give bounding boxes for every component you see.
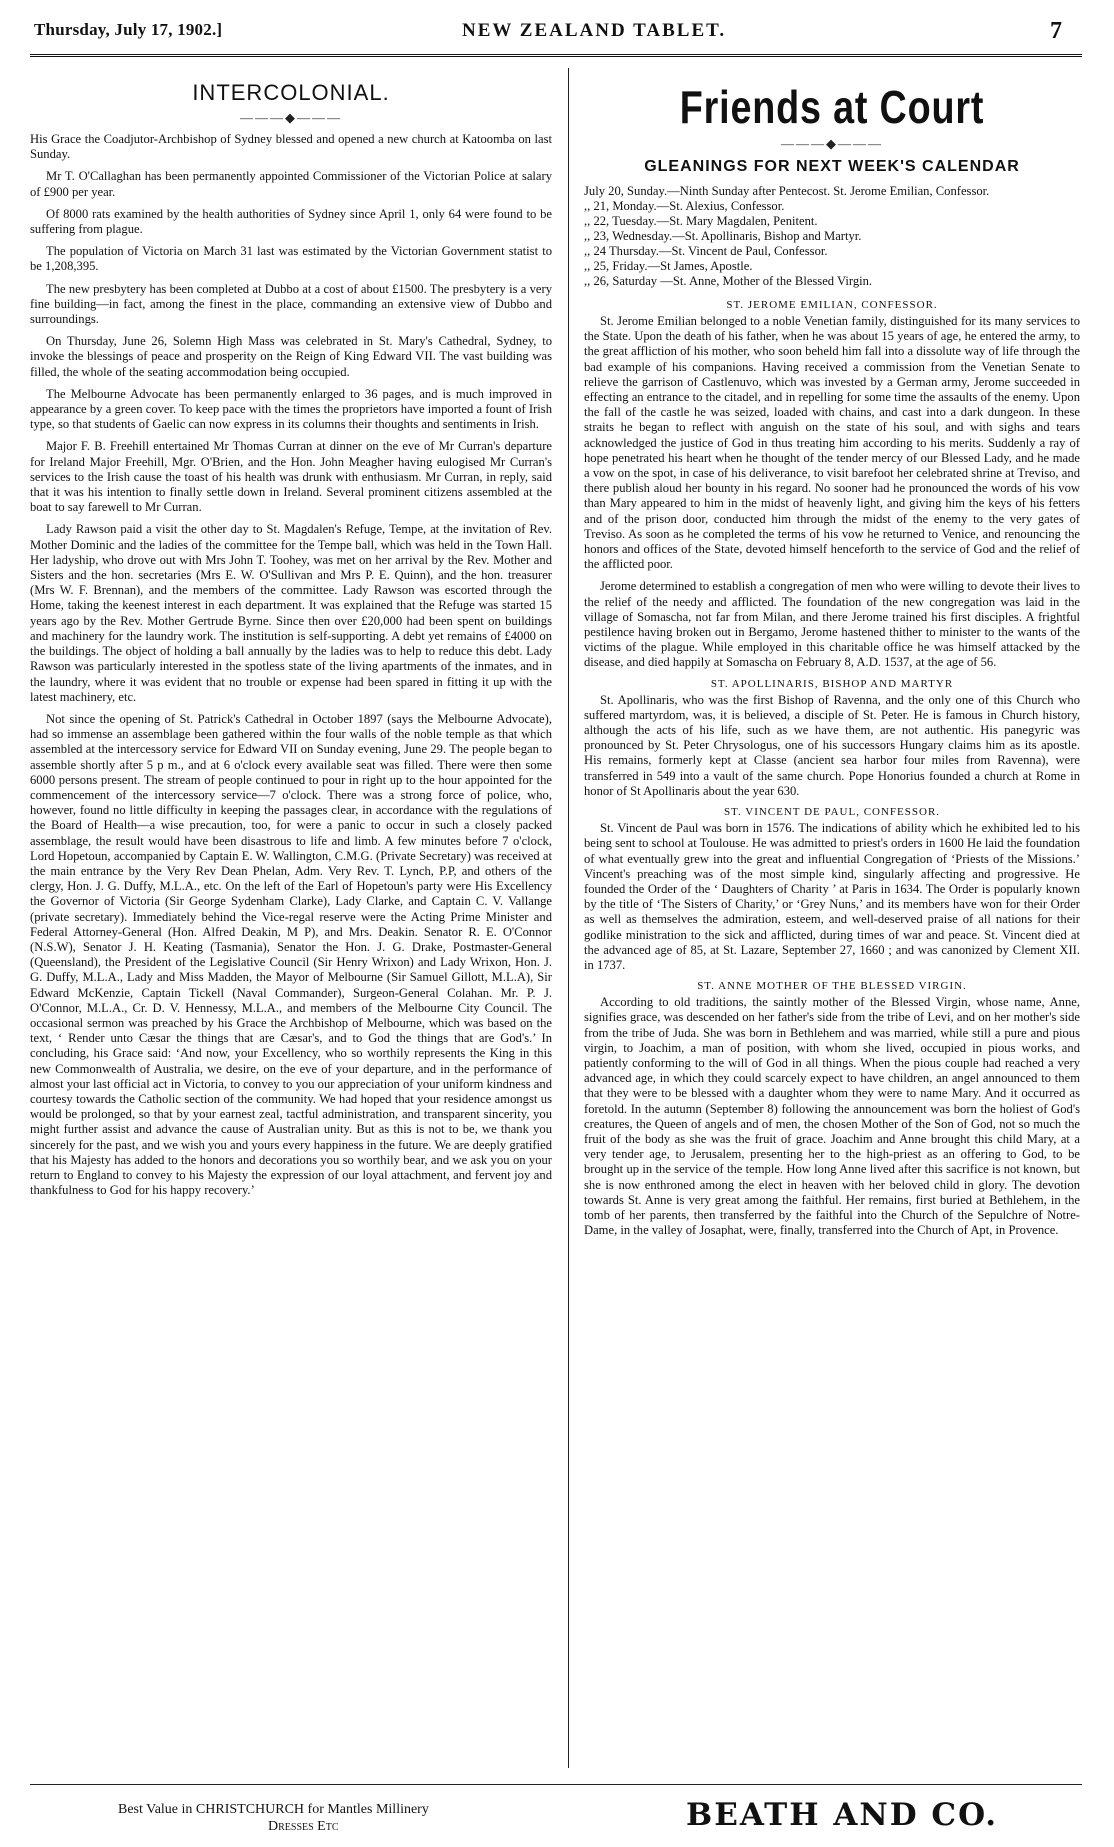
advertiser-name: BEATH AND CO. xyxy=(686,1797,999,1833)
saint-paragraph: According to old traditions, the saintly mother of the Blessed Virgin, whose name, Anne, signifies grace, was descended on her father's side from the tribe of Levi, and on her mother's side from the tribe of Juda. She was born in Bethlehem and was married, while still a pure and pious virgin, to Joachim, a man of position, with whom she lived, occupied in pious works, and patiently conforming to the will of God in all things. When the pious couple had reached a very advanced age, in which they could scarcely expect to have children, an angel announced to them that they were to be blessed with a daughter whom they were to name Mary. And it occurred as foretold. In the autumn (September 8) following the announcement was born the holiest of God's creatures, the Queen of angels and of men, the chosen Mother of the Son of God, not so much the fruit of the body as she was the fruit of grace. Joachim and Anne brought this child Mary, at a very tender age, to Jerusalem, presenting her to the high-priest as an offering to God, to be brought up in the service of the temple. How long Anne lived after this sacrifice is not known, but she is now enthroned among the elect in heaven with her beloved child in glory. The devotion towards St. Anne is very great among the faithful. Her remains, first buried at Bethlehem, in the tomb of her parents, then transferred by the faithful into the Church of the Sepulchre of Notre-Dame, in the valley of Josaphat, were, finally, transferred into the Church of Apt, in Provence. xyxy=(584,995,1080,1238)
saint-paragraph: St. Apollinaris, who was the first Bishop of Ravenna, and the only one of this Church who suffered martyrdom, was, it is believed, a disciple of St. Peter. He is famous in Church history, although the acts of his life, such as we have them, are not authentic. His panegyric was pronounced by St. Peter Chrysologus, one of his successors Hungary claims him as its apostle. His remains, formerly kept at Classe (ancient sea harbor four miles from Ravenna), were transferred in 549 into a vault of the same church. Pope Honorius founded a church at Rome in honor of St Apollinaris about the year 630. xyxy=(584,692,1080,798)
masthead xyxy=(30,6,1082,57)
saint-heading: ST. JEROME EMILIAN, CONFESSOR. xyxy=(726,299,938,311)
saint-paragraph: St. Vincent de Paul was born in 1576. The indications of ability which he exhibited led to his being sent to school at Toulouse. He was admitted to priest's orders in 1600 He laid the foundation of what eventually grew into the great and influential Congregation of ‘Priests of the Missions.’ Vincent's preaching was of the most simple kind, singularly affecting and progressive. He founded the Order of the ‘ Daughters of Charity ’ at Paris in 1634. The Order is popularly known by the title of ‘The Sisters of Charity,’ or ‘Grey Nuns,’ and its members have won for their Order as well as themselves the admiration, esteem, and well-deserved praise of all nations for their godlike ministration to the sick and afflicted, during times of war and peace. St. Vincent died at the advanced age of 85, at St. Lazare, September 27, 1660 ; and was canonized by Clement XII. in 1737. xyxy=(584,821,1080,972)
news-item: Major F. B. Freehill entertained Mr Thomas Curran at dinner on the eve of Mr Curran's departure for Ireland Major Freehill, Mgr. O'Brien, and the Hon. John Meagher having eulogised Mr Curran's services to the Irish cause the toast of his health was drunk with enthusiasm. Mr Curran, in reply, said that it was his intention to finally settle down in Ireland. Several prominent citizens assembled at the boat to say farewell to Mr Curran. xyxy=(30,439,552,515)
page-number: 7 xyxy=(1050,18,1062,44)
calendar-list xyxy=(584,184,1080,289)
ornament-rule: ———◆——— xyxy=(781,136,883,151)
friends-at-court-column xyxy=(584,74,1080,1764)
ad-text xyxy=(118,1801,598,1835)
ornament-rule: ———◆——— xyxy=(240,110,342,125)
calendar-entry: July 20, Sunday.—Ninth Sunday after Pentecost. St. Jerome Emilian, Confessor. xyxy=(584,184,990,198)
paper-name: NEW ZEALAND TABLET. xyxy=(462,20,727,41)
saint-paragraph: Jerome determined to establish a congregation of men who were willing to devote their lives to the relief of the needy and afflicted. The foundation of the new congregation was laid in the village of Somascha, not far from Milan, and there Jerome trained his first disciples. A frightful pestilence having broken out in Bergamo, Jerome hastened thither to minister to the wants of the victims of the plague. While employed in this charitable office he was himself attacked by the disease, and died happily at Somascha on February 8, A.D. 1537, at the age of 56. xyxy=(584,579,1080,670)
column-divider xyxy=(568,68,569,1768)
calendar-entry: ,, 23, Wednesday.—St. Apollinaris, Bishop and Martyr. xyxy=(584,229,862,243)
calendar-entry: ,, 26, Saturday —St. Anne, Mother of the Blessed Virgin. xyxy=(584,274,873,288)
calendar-entry: ,, 24 Thursday.—St. Vincent de Paul, Confessor. xyxy=(584,244,828,258)
intercolonial-column xyxy=(30,74,552,1764)
saint-paragraph: St. Jerome Emilian belonged to a noble Venetian family, distinguished for its many services to the State. Upon the death of his father, when he was about 15 years of age, he entered the army, to the great affliction of his mother, who soon beheld him fall into a dissolute way of life through the bad example of his companions. Having received a commission from the Venetian Senate to relieve the garrison of Castlenuvo, which was invested by a German army, Jerome succeeded in effecting an entrance to the citadel, and in repelling for some time the assaults of the enemy. Upon the fall of the castle he was seized, loaded with chains, and cast into a dark dungeon. In these straits he began to reflect with anguish on the state of his soul, and with sighs and tears acknowledged the justice of God in thus treating him according to his merits. Suddenly a ray of hope penetrated his heart when he thought of the tender mercy of our Blessed Lady, and he made a vow on the spot, in case of his deliverance, to visit barefoot her celebrated shrine at Treviso, and there publish aloud her bounty in his regard. No sooner had he pronounced the words of his vow than Mary appeared to him in the midst of heavenly light, and giving him the keys of his fetters and of the prison door, conducted him through the midst of the enemy to the very gates of Treviso. As soon as he completed the terms of his vow he returned to Venice, and renouncing the honors and offices of the State, devoted himself henceforth to the service of God and the relief of the afflicted poor. xyxy=(584,314,1080,572)
news-item: On Thursday, June 26, Solemn High Mass was celebrated in St. Mary's Cathedral, Sydney, to invoke the blessings of peace and prosperity on the Reign of King Edward VII. The vast building was filled, the whole of the seating accommodation being occupied. xyxy=(30,334,552,379)
section-title-intercolonial: INTERCOLONIAL. xyxy=(192,80,390,105)
calendar-entry: ,, 22, Tuesday.—St. Mary Magdalen, Penitent. xyxy=(584,214,818,228)
news-item: The new presbytery has been completed at Dubbo at a cost of about £1500. The presbytery is a very fine building—in fact, among the finest in the place, commanding an extensive view of Dubbo and surroundings. xyxy=(30,281,552,327)
news-item: The Melbourne Advocate has been permanently enlarged to 36 pages, and is much improved in appearance by a green cover. To keep pace with the times the proprietors have imported a fount of Irish type, so that students of Gaelic can now express in its columns their thoughts and sentiments in Irish. xyxy=(30,386,552,432)
issue-date: Thursday, July 17, 1902.] xyxy=(34,20,223,39)
news-item: Lady Rawson paid a visit the other day to St. Magdalen's Refuge, Tempe, at the invitation of Rev. Mother Dominic and the ladies of the committee for the Tempe ball, which was held in the Town Hall. Her ladyship, who drove out with Mrs John T. Toohey, was met on her arrival by the Rev. Mother and Sisters and the hon. secretaries (Mrs E. W. O'Sullivan and Mrs P. E. Quinn), and the hon. treasurer (Mrs W. F. Brennan), and the members of the committee. Lady Rawson was escorted through the Home, taking the keenest interest in each department. It was explained that the Refuge was started 15 years ago by the Rev. Mother Gertrude Byrne. Since then over £20,000 had been spent on buildings and machinery for the laundry work. The institution is self-supporting. A debt yet remains of £4000 on the buildings. The object of holding a ball annually by the ladies was to help to reduce this debt. Lady Rawson was particularly interested in the spotless state of the living apartments of the inmates, and in the laundry, where it was evident that no trouble or expense had been spared in fitting it up with the latest machinery, etc. xyxy=(30,522,552,704)
section-title-friends-at-court: Friends at Court xyxy=(679,81,985,133)
news-item: Not since the opening of St. Patrick's Cathedral in October 1897 (says the Melbourne Advocate), had so immense an assemblage been gathered within the four walls of the noble temple as that which assembled at the intercessory service for Edward VII on Sunday evening, June 29. The people began to assemble shortly after 5 p m., and at 6 o'clock every available seat was filled. There were then some 6000 persons present. The stream of people continued to pour in right up to the hour appointed for the commencement of the intercessory service—7 o'clock. There was a strong force of police, who, however, found no little difficulty in keeping the passages clear, in accordance with the regulations of the Board of Health—a wise precaution, too, for were a panic to occur in such a closely packed assemblage, the result would have been disastrous to life and limb. A few minutes before 7 o'clock, Lord Hopetoun, accompanied by Captain E. W. Wallington, C.M.G. (Private Secretary) was received at the main entrance by the Very Rev Dean Phelan, Adm. Very Rev. T. Lynch, P.P, and others of the clergy, Hon. J. G. Duffy, M.L.A., etc. On the left of the Earl of Hopetoun's party were His Excellency the Governor of Victoria (Sir George Sydenham Clarke), Lady Clarke, and Captain C. V. Vallange (private secretary). Immediately behind the Vice-regal reserve were the Acting Prime Minister and Federal Attorney-General (Hon. Alfred Deakin, M P), and Mrs. Deakin. Senator R. E. O'Connor (N.S.W), Senator J. H. Keating (Tasmania), Senator the Hon. J. G. Drake, Postmaster-General (Queensland), the President of the Legislative Council (Sir Henry Wrixon) and Lady Wrixon, Hon. J. G. Duffy, M.L.A., Lady and Miss Madden, the Mayor of Melbourne (Sir Samuel Gillott, M.L.A), Sir Edward McKenzie, Captain Tickell (Naval Commander), Surgeon-General Colahan. Mr. P. J. O'Connor, M.L.A., Cr. D. V. Hennessy, M.L.A., and members of the Melbourne City Council. The occasional sermon was preached by his Grace the Archbishop of Melbourne, which was based on the text, ‘ Render unto Cæsar the things that are Cæsar's, and to God the things that are God's.’ In concluding, his Grace said: ‘And now, your Excellency, who so worthily represents the King in this new Commonwealth of Australia, we desire, on the eve of your departure, and in the performance of almost your last official act in Victoria, to convey to you our appreciation of your uniform kindness and courtesy towards the Catholic section of the community. We had hoped that your residence amongst us would be prolonged, so that by your earnest zeal, tactful administration, and transparent sincerity, you might further assist and advance the cause of Australian unity. But as this is not to be, we thank you sincerely for the past, and we wish you and yours every happiness in the future. We are deeply gratified that his Majesty has added to the honors and decorations you so worthily bear, and we ask you on your return to England to convey to his Majesty the expression of our loyal attachment, and fervent joy and thankfulness to God for his happy recovery.’ xyxy=(30,711,552,1198)
ad-line: Dresses Etc xyxy=(268,1819,339,1834)
calendar-entry: ,, 21, Monday.—St. Alexius, Confessor. xyxy=(584,199,785,213)
calendar-entry: ,, 25, Friday.—St James, Apostle. xyxy=(584,259,753,273)
news-item: Mr T. O'Callaghan has been permanently appointed Commissioner of the Victorian Police at salary of £900 per year. xyxy=(30,169,552,199)
news-item: His Grace the Coadjutor-Archbishop of Sydney blessed and opened a new church at Katoomba on last Sunday. xyxy=(30,132,552,162)
ad-line: Best Value in CHRISTCHURCH for Mantles Millinery xyxy=(118,1802,429,1817)
news-item: The population of Victoria on March 31 last was estimated by the Victorian Government statist to be 1,208,395. xyxy=(30,244,552,274)
newspaper-page xyxy=(30,6,1082,1836)
news-item: Of 8000 rats examined by the health authorities of Sydney since April 1, only 64 were found to be suffering from plague. xyxy=(30,206,552,237)
saint-heading: ST. ANNE MOTHER OF THE BLESSED VIRGIN. xyxy=(697,980,967,993)
advertisement-footer xyxy=(30,1784,1082,1835)
saint-heading: ST. APOLLINARIS, BISHOP AND MARTYR xyxy=(710,677,954,690)
saint-heading: ST. VINCENT DE PAUL, CONFESSOR. xyxy=(723,806,941,819)
calendar-subtitle: GLEANINGS FOR NEXT WEEK'S CALENDAR xyxy=(644,158,1020,175)
